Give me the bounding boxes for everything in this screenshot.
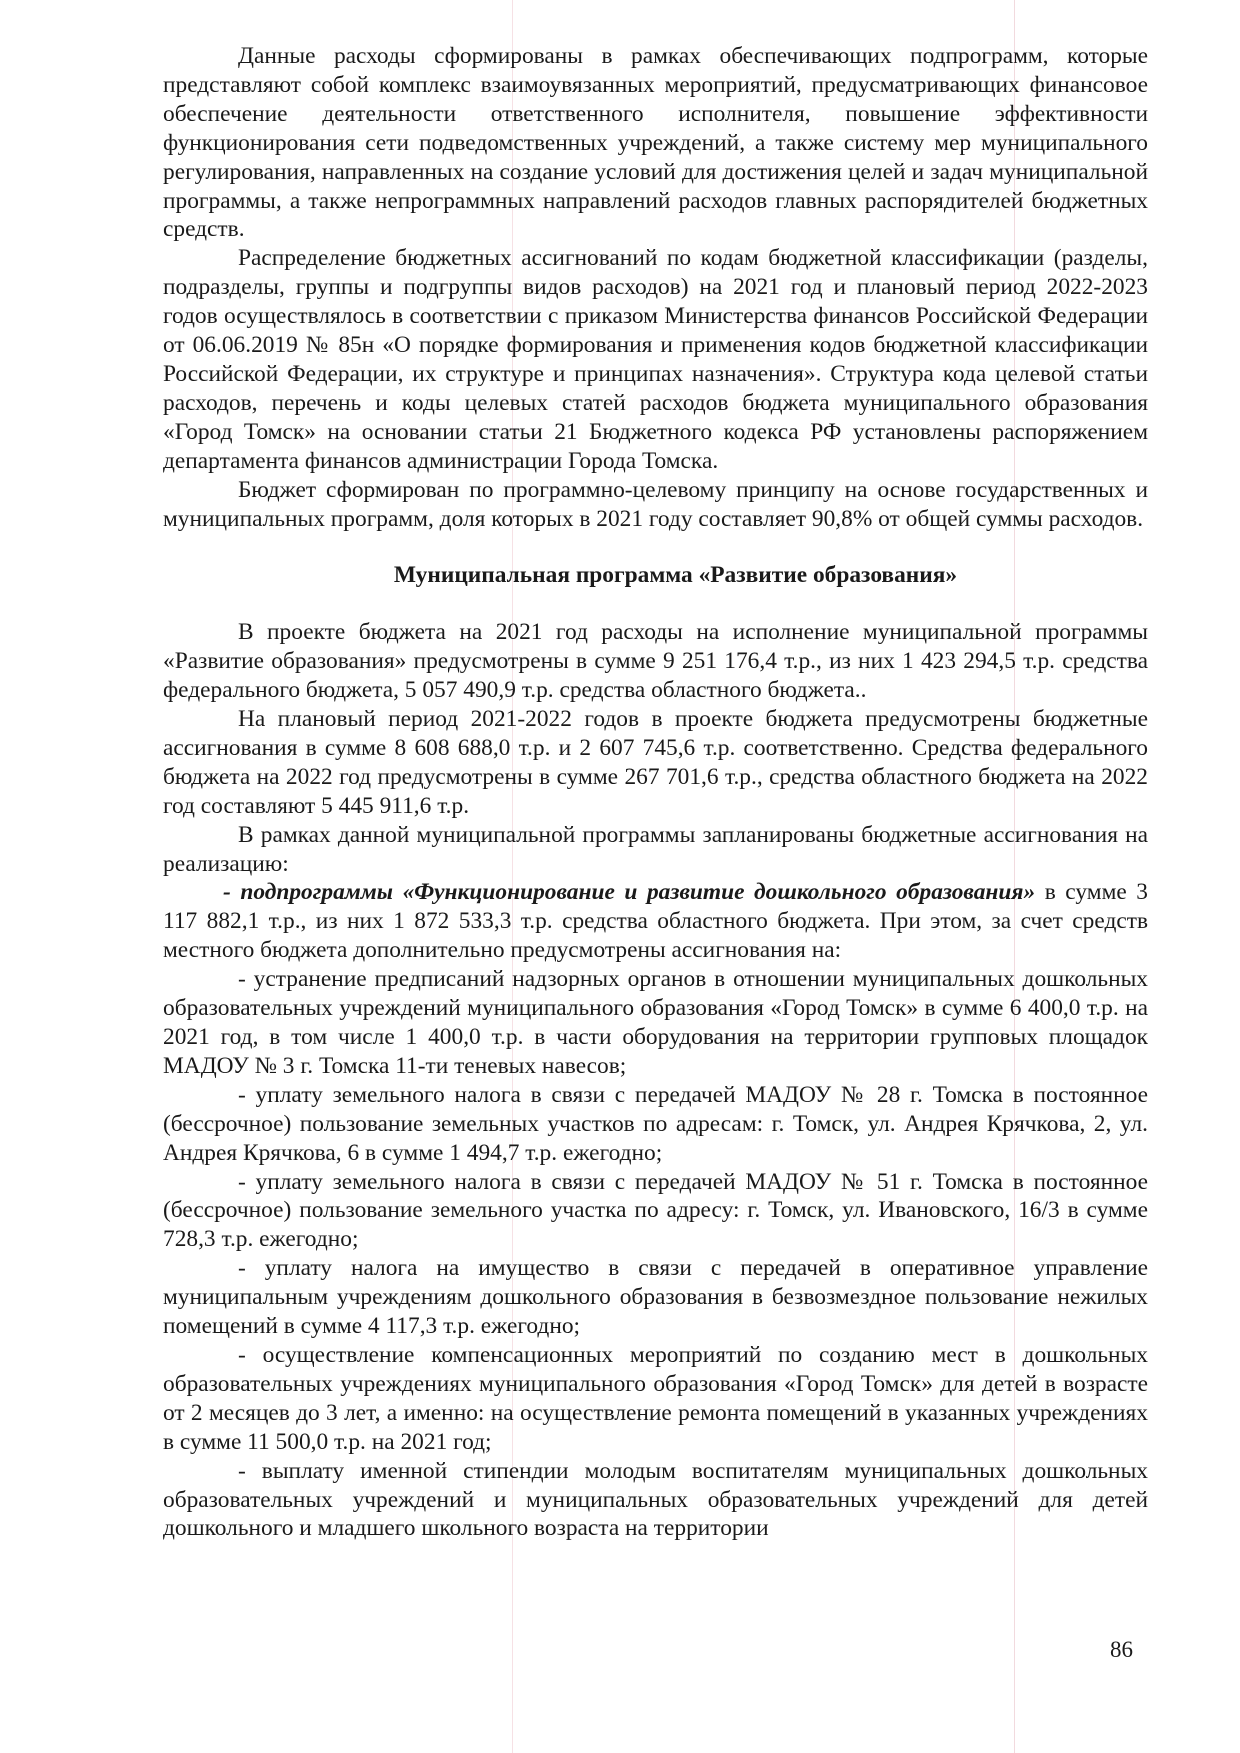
document-body — [163, 42, 1148, 1543]
subprogram-details: в сумме 3 117 882,1 т.р., из них 1 872 533,3 т.р. средства областного бюджета. При этом, за счет средств местного бюджета дополнительно предусмотрены ассигнования на: — [163, 879, 1148, 964]
list-item: - выплату именной стипендии молодым воспитателям муниципальных дошкольных образовательных учреждений и муниципальных образовательных учреждений для детей дошкольного и младшего школьного возраста на территории — [163, 1457, 1148, 1542]
list-item: - осуществление компенсационных мероприятий по созданию мест в дошкольных образовательных учреждениях муниципального образования «Город Томск» для детей в возрасте от 2 месяцев до 3 лет, а именно: на осуществление ремонта помещений в указанных учреждениях в сумме 11 500,0 т.р. на 2021 год; — [163, 1341, 1148, 1455]
paragraph-planning-period: На плановый период 2021-2022 годов в проекте бюджета предусмотрены бюджетные ассигнования в сумме 8 608 688,0 т.р. и 2 607 745,6 т.р. соответственно. Средства федерального бюджета на 2022 год предусмотрены в сумме 267 701,6 т.р., средства областного бюджета на 2022 год составляют 5 445 911,6 т.р. — [163, 706, 1148, 819]
paragraph-allocations-intro: В рамках данной муниципальной программы запланированы бюджетные ассигнования на реализацию: — [163, 821, 1148, 877]
paragraph-program-2021: В проекте бюджета на 2021 год расходы на исполнение муниципальной программы «Развитие образования» предусмотрены в сумме 9 251 176,4 т.р., из них 1 423 294,5 т.р. средства федерального бюджета, 5 057 490,9 т.р. средства областного бюджета.. — [163, 619, 1148, 704]
paragraph-program-principle: Бюджет сформирован по программно-целевому принципу на основе государственных и муниципальных программ, доля которых в 2021 году составляет 90,8% от общей суммы расходов. — [163, 476, 1148, 532]
list-item: - уплату налога на имущество в связи с передачей в оперативное управление муниципальным учреждениям дошкольного образования в безвозмездное пользование нежилых помещений в сумме 4 117,3 т.р. ежегодно; — [163, 1255, 1148, 1340]
page-number: 86 — [1110, 1637, 1133, 1662]
subprogram-preschool — [163, 878, 1148, 965]
subprogram-title: - подпрограммы «Функционирование и развитие дошкольного образования» — [223, 879, 1036, 906]
list-item: - устранение предписаний надзорных органов в отношении муниципальных дошкольных образовательных учреждений муниципального образования «Город Томск» в сумме 6 400,0 т.р. на 2021 год, в том числе 1 400,0 т.р. в части оборудования на территории групповых площадок МАДОУ № 3 г. Томска 11-ти теневых навесов; — [163, 966, 1148, 1079]
paragraph-budget-classification: Распределение бюджетных ассигнований по кодам бюджетной классификации (разделы, подразделы, группы и подгруппы видов расходов) на 2021 год и плановый период 2022-2023 годов осуществлялось в соответствии с приказом Министерства финансов Российской Федерации от 06.06.2019 № 85н «О порядке формирования и применения кодов бюджетной классификации Российской Федерации, их структуре и принципах назначения». Структура кода целевой статьи расходов, перечень и коды целевых статей расходов бюджета муниципального образования «Город Томск» на основании статьи 21 Бюджетного кодекса РФ установлены распоряжением департамента финансов администрации Города Томска. — [163, 245, 1148, 474]
section-heading: Муниципальная программа «Развитие образования» — [393, 562, 958, 589]
paragraph-expenses-subprograms: Данные расходы сформированы в рамках обеспечивающих подпрограмм, которые представляют собой комплекс взаимоувязанных мероприятий, предусматривающих финансовое обеспечение деятельности ответственного исполнителя, повышение эффективности функционирования сети подведомственных учреждений, а также систему мер муниципального регулирования, направленных на создание условий для достижения целей и задач муниципальной программы, а также непрограммных направлений расходов главных распорядителей бюджетных средств. — [163, 43, 1148, 243]
list-item: - уплату земельного налога в связи с передачей МАДОУ № 28 г. Томска в постоянное (бессрочное) пользование земельных участков по адресам: г. Томск, ул. Андрея Крячкова, 2, ул. Андрея Крячкова, 6 в сумме 1 494,7 т.р. ежегодно; — [163, 1081, 1148, 1166]
list-item: - уплату земельного налога в связи с передачей МАДОУ № 51 г. Томска в постоянное (бессрочное) пользование земельного участка по адресу: г. Томск, ул. Ивановского, 16/3 в сумме 728,3 т.р. ежегодно; — [163, 1168, 1148, 1253]
